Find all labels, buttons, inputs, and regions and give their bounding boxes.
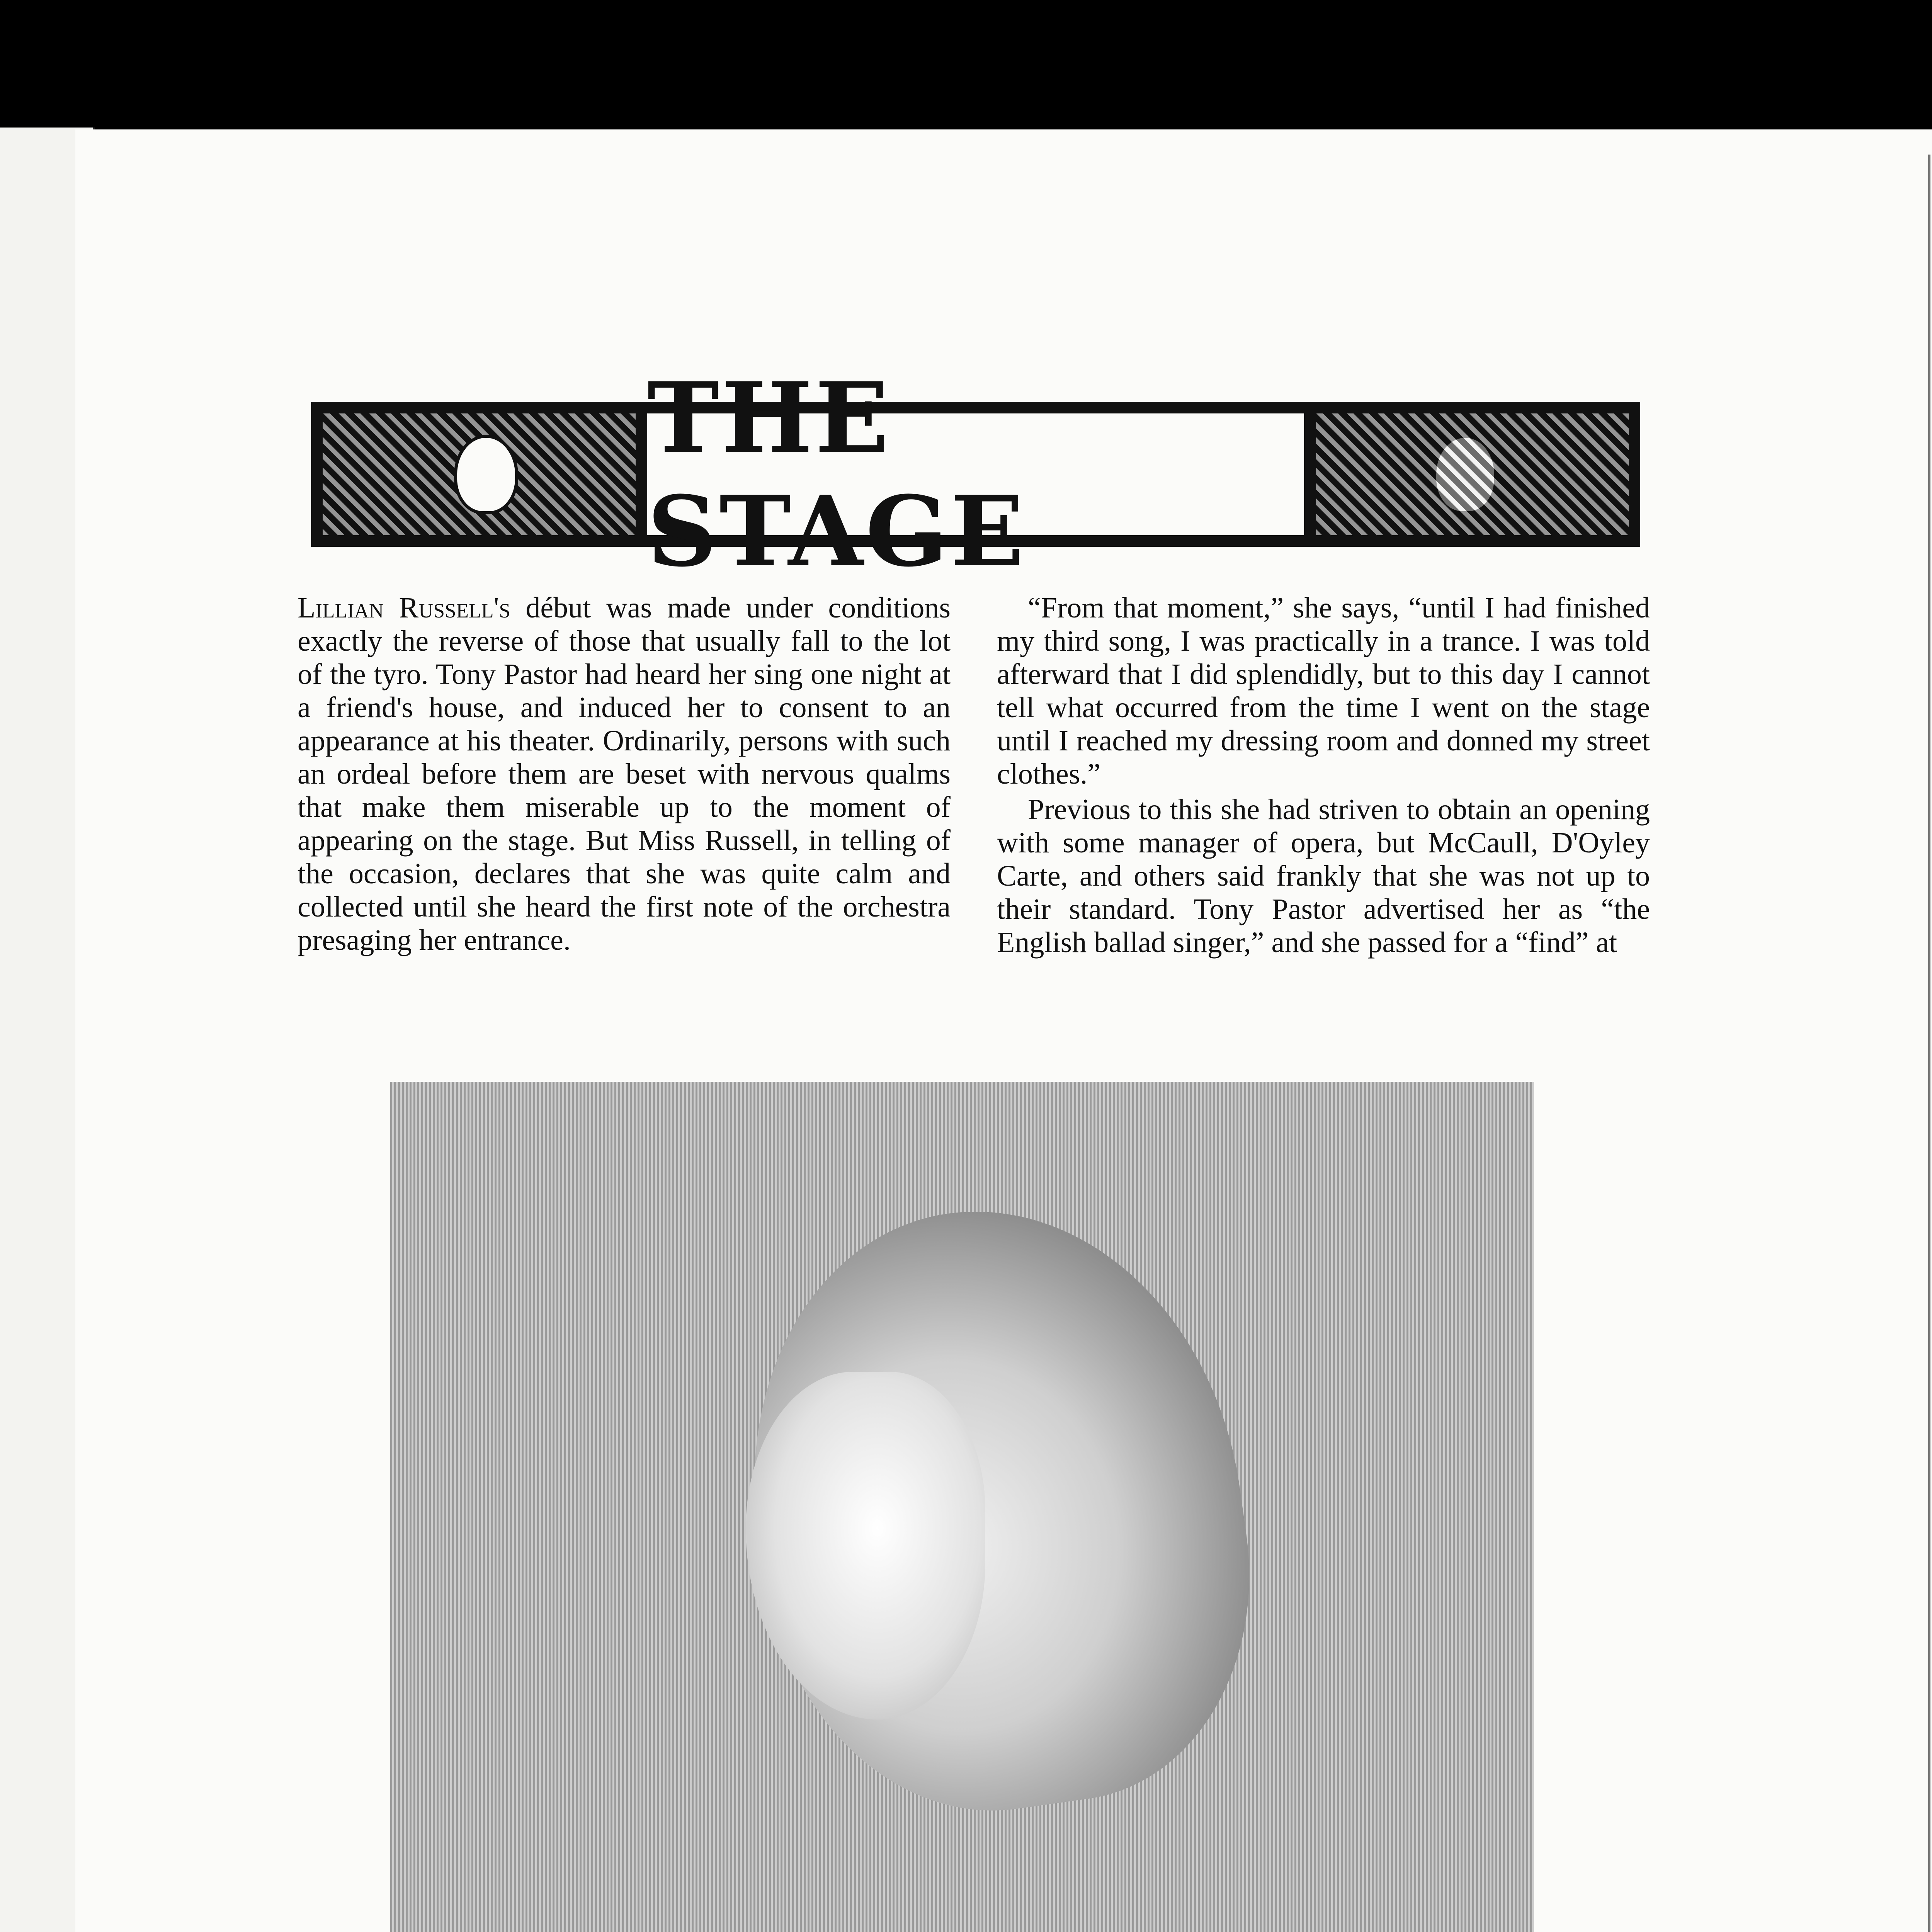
paragraph-text: début was made under conditions exactly the reverse of those that usually fall to the lot of the tyro. Tony Pastor had heard her sing one night at a friend's house, and induced her to consent to an appearance at his theater. Ordinarily, persons with such an ordeal before them are beset with nervous qualms that make them miserable up to the moment of appearing on the stage. But Miss Russell, in telling of the occasion, declares that she was quite calm and collected until she heard the first note of the orchestra presaging her entrance. <box>298 592 951 956</box>
banner-title-box <box>647 361 1304 588</box>
article-column-right <box>997 591 1650 961</box>
section-header-banner <box>311 361 1640 588</box>
face-profile <box>746 1372 985 1719</box>
article-paragraph: Previous to this she had striven to obtain an opening with some manager of opera, but McCaull, D'Oyley Carte, and others said frankly that she was not up to their standard. Tony Pastor advertised her as “the English ballad singer,” and she passed for a “find” at <box>997 793 1650 959</box>
page-gutter <box>1928 155 1930 1932</box>
comedy-mask-icon <box>454 435 518 514</box>
portrait-photograph <box>390 1082 1534 1932</box>
ornament-pattern <box>1316 413 1629 535</box>
article-paragraph: “From that moment,” she says, “until I had finished my third song, I was practically in a trance. I was told afterward that I did splendidly, but to this day I cannot tell what occurred from the time I went on the stage until I reached my dressing room and donned my street clothes.” <box>997 592 1650 790</box>
section-title: THE STAGE <box>647 361 1026 588</box>
article-column-left <box>298 591 951 959</box>
lead-in: Lillian Russell's <box>298 592 510 624</box>
article-paragraph <box>298 591 951 957</box>
